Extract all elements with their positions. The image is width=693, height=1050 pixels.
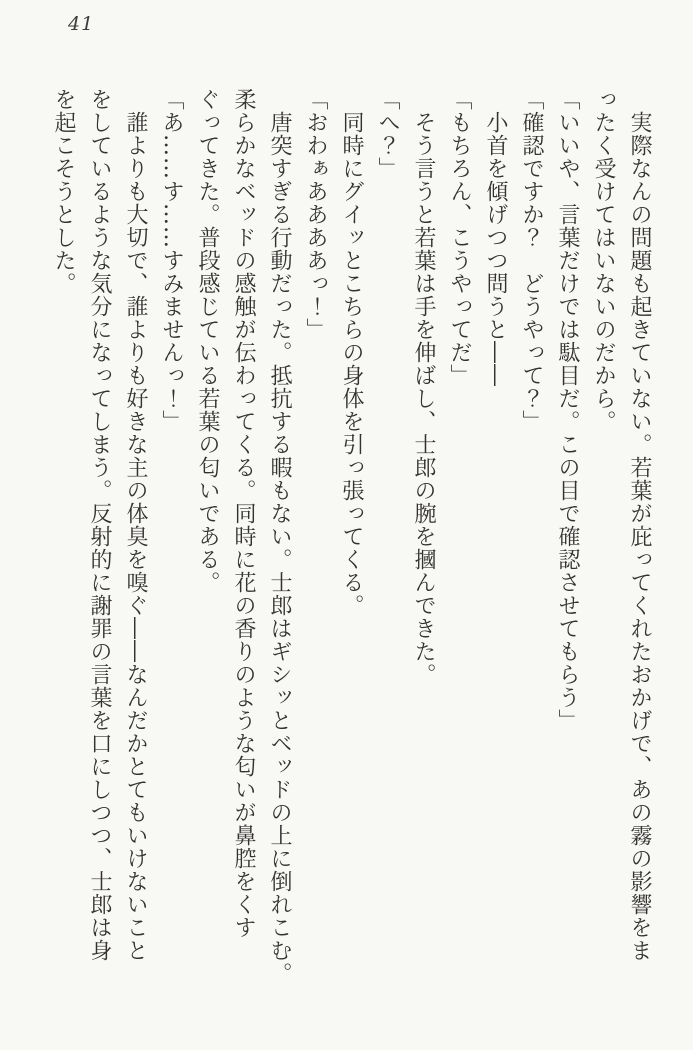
text-line: をしているような気分になってしまう。反射的に謝罪の言葉を口にしつつ、士郎は身 [87,88,112,962]
text-line: 「へ？」 [375,88,400,180]
text-line: 唐突すぎる行動だった。抵抗する暇もない。士郎はギシッとベッドの上に倒れこむ。 [267,111,292,985]
text-line: 「あ……す……すみませんっ！」 [159,88,184,433]
text-line: ったく受けてはいないのだから。 [591,88,616,433]
text-line: 「もちろん、こうやってだ」 [447,88,472,387]
text-line: を起こそうとした。 [51,88,76,295]
text-line: 実際なんの問題も起きていない。若葉が庇ってくれたおかげで、あの霧の影響をま [627,111,652,962]
text-line: 「いいや、言葉だけでは駄目だ。この目で確認させてもらう」 [555,88,580,732]
text-line: 同時にグイッとこちらの身体を引っ張ってくる。 [339,111,364,617]
text-line: 誰よりも大切で、誰よりも好きな主の体臭を嗅ぐ――なんだかとてもいけないこと [123,111,148,962]
text-line: そう言うと若葉は手を伸ばし、士郎の腕を摑んできた。 [411,111,436,686]
vertical-text-block [45,88,657,988]
text-line: 「おわぁああああっ！」 [303,88,328,341]
page-number: 41 [68,13,95,35]
text-line: 柔らかなベッドの感触が伝わってくる。同時に花の香りのような匂いが鼻腔をくす [231,88,256,939]
text-line: ぐってきた。普段感じている若葉の匂いである。 [195,88,220,594]
text-line: 小首を傾げつつ問うと―― [483,111,508,387]
text-line: 「確認ですか？ どうやって？」 [519,88,544,433]
